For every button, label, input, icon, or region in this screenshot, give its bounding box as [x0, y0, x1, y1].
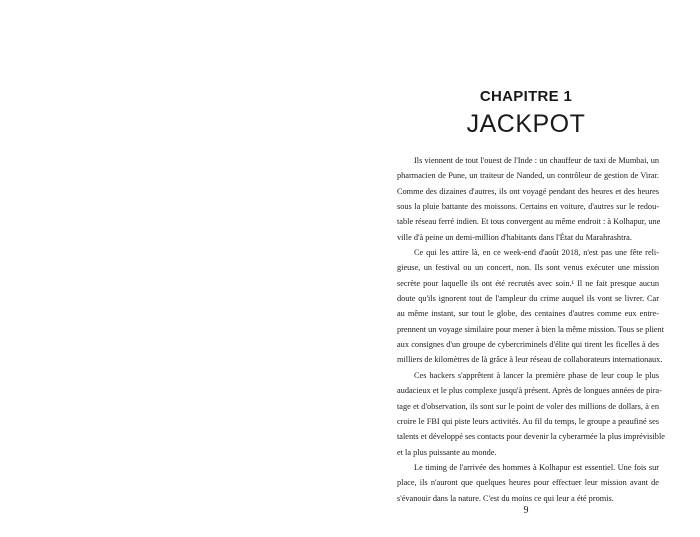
text-line: secrète pour laquelle ils ont été recrutés avec soin.¹ Il ne fait presque aucun [397, 278, 659, 288]
chapter-title: JACKPOT [466, 110, 586, 138]
paragraph-3 [397, 368, 665, 460]
text-line: Ces hackers s'apprêtent à lancer la première phase de leur coup le plus [414, 370, 659, 380]
text-line: place, ils n'auront que quelques heures pour effectuer leur mission avant de [397, 478, 659, 488]
text-line: talents et développé ses contacts pour devenir la cyberarmée la plus imprévisible [397, 432, 665, 442]
text-line: sous la pluie battante des moissons. Certains en voiture, d'autres sur le redou- [397, 202, 659, 212]
text-line: Le timing de l'arrivée des hommes à Kolhapur est essentiel. Une fois sur [414, 462, 659, 472]
text-line: Ce qui les attire là, en ce week-end d'août 2018, n'est pas une fête reli- [414, 248, 659, 258]
text-line: s'évanouir dans la nature. C'est du moins ce qui leur a été promis. [397, 493, 614, 503]
text-line: et la plus puissante au monde. [397, 447, 497, 457]
text-line: gieuse, un festival ou un concert, non. Ils sont venus exécuter une mission [397, 263, 659, 273]
text-line: au même instant, sur tout le globe, des centaines d'autres comme eux entre- [397, 309, 659, 319]
paragraph-4 [397, 460, 659, 506]
text-line: milliers de kilomètres de là grâce à leur réseau de collaborateurs internationaux. [397, 355, 663, 365]
paragraph-1 [397, 153, 659, 245]
text-line: prennent un voyage similaire pour mener à bien la même mission. Tous se plient [397, 324, 665, 334]
text-line: Comme des dizaines d'autres, ils ont voyagé pendant des heures et des heures [397, 186, 659, 196]
text-line: audacieux et le plus complexe jusqu'à présent. Après de longues années de pira- [397, 386, 662, 396]
text-line: ville d'à peine un demi-million d'habitants dans l'État du Marahrashtra. [397, 232, 632, 242]
paragraph-2 [397, 245, 665, 368]
text-line: tage et d'observation, ils sont sur le point de voler des millions de dollars, à en [397, 401, 659, 411]
text-line: aux consignes d'un groupe de cybercriminels d'élite qui tirent les ficelles à des [397, 340, 659, 350]
text-line: table réseau ferré indien. Et tous convergent au même endroit : à Kolhapur, une [397, 217, 661, 227]
text-line: doute qu'ils ignorent tout de l'ampleur du crime auquel ils vont se livrer. Car [397, 294, 659, 304]
text-line: pharmacien de Pune, un traiteur de Nanded, un contrôleur de gestion de Virar. [397, 171, 659, 181]
text-line: Ils viennent de tout l'ouest de l'Inde : un chauffeur de taxi de Mumbai, un [414, 156, 659, 165]
body-text [397, 153, 665, 506]
chapter-label: CHAPITRE 1 [479, 88, 573, 105]
text-line: croire le FBI qui piste leurs activités. Au fil du temps, le groupe a peaufiné ses [397, 416, 659, 426]
page-number: 9 [523, 505, 529, 516]
